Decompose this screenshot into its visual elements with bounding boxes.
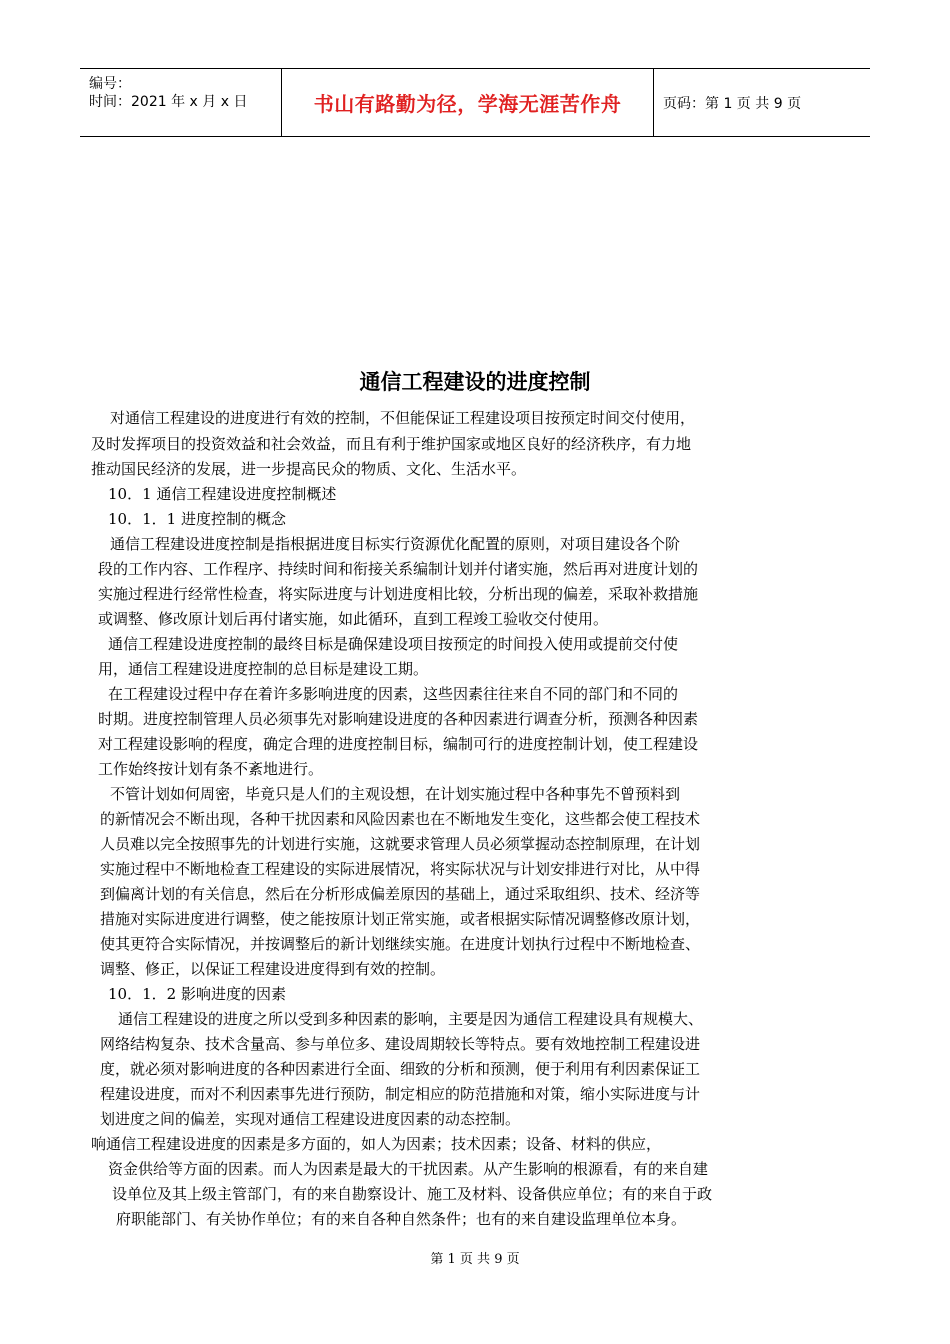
page-footer: 第 1 页 共 9 页 [430, 1252, 520, 1267]
body-line: 使其更符合实际情况，并按调整后的新计划继续实施。在进度计划执行过程中不断地检查、 [100, 935, 701, 953]
body-line: 调整、修正，以保证工程建设进度得到有效的控制。 [100, 960, 446, 978]
body-line: 通信工程建设进度控制的最终目标是确保建设项目按预定的时间投入使用或提前交付使 [108, 635, 679, 653]
header-motto-cell [282, 69, 654, 136]
document-number-label: 编号： [89, 76, 131, 92]
body-line: 响通信工程建设进度的因素是多方面的，如人为因素；技术因素；设备、材料的供应， [91, 1135, 662, 1153]
motto-text: 书山有路勤为径，学海无涯苦作舟 [313, 92, 622, 116]
body-line: 度，就必须对影响进度的各种因素进行全面、细致的分析和预测，便于利用有利因素保证工 [100, 1060, 701, 1078]
body-line: 段的工作内容、工作程序、持续时间和衔接关系编制计划并付诸实施，然后再对进度计划的 [98, 560, 699, 578]
document-time-label: 时间：2021 年 x 月 x 日 [89, 94, 248, 110]
body-line: 通信工程建设的进度之所以受到多种因素的影响，主要是因为通信工程建设具有规模大、 [118, 1010, 704, 1028]
body-line: 及时发挥项目的投资效益和社会效益，而且有利于维护国家或地区良好的经济秩序，有力地 [91, 435, 692, 453]
body-line: 措施对实际进度进行调整，使之能按原计划正常实施，或者根据实际情况调整修改原计划， [100, 910, 701, 928]
body-line: 程建设进度，而对不利因素事先进行预防，制定相应的防范措施和对策，缩小实际进度与计 [100, 1085, 701, 1103]
section-heading: 10．1．2 影响进度的因素 [108, 985, 286, 1003]
body-line: 工作始终按计划有条不紊地进行。 [98, 760, 324, 778]
body-line: 府职能部门、有关协作单位；有的来自各种自然条件；也有的来自建设监理单位本身。 [116, 1210, 687, 1228]
body-line: 对通信工程建设的进度进行有效的控制，不但能保证工程建设项目按预定时间交付使用， [110, 409, 696, 427]
body-line: 在工程建设过程中存在着许多影响进度的因素，这些因素往往来自不同的部门和不同的 [108, 685, 679, 703]
page-title: 通信工程建设的进度控制 [359, 370, 591, 394]
page-info: 页码：第 1 页 共 9 页 [663, 95, 802, 112]
body-line: 不管计划如何周密，毕竟只是人们的主观设想，在计划实施过程中各种事先不曾预料到 [110, 785, 681, 803]
section-heading: 10．1 通信工程建设进度控制概述 [108, 485, 337, 503]
body-line: 网络结构复杂、技术含量高、参与单位多、建设周期较长等特点。要有效地控制工程建设进 [100, 1035, 701, 1053]
body-line: 实施过程中不断地检查工程建设的实际进展情况，将实际状况与计划安排进行对比，从中得 [100, 860, 701, 878]
body-line: 人员难以完全按照事先的计划进行实施，这就要求管理人员必须掌握动态控制原理，在计划 [100, 835, 701, 853]
body-line: 对工程建设影响的程度，确定合理的进度控制目标，编制可行的进度控制计划，使工程建设 [98, 735, 699, 753]
body-line: 或调整、修改原计划后再付诸实施，如此循环，直到工程竣工验收交付使用。 [98, 610, 609, 628]
body-line: 时期。进度控制管理人员必须事先对影响建设进度的各种因素进行调查分析，预测各种因素 [98, 710, 699, 728]
body-line: 到偏离计划的有关信息，然后在分析形成偏差原因的基础上，通过采取组织、技术、经济等 [100, 885, 701, 903]
body-line: 推动国民经济的发展，进一步提高民众的物质、文化、生活水平。 [91, 460, 527, 478]
body-line: 的新情况会不断出现，各种干扰因素和风险因素也在不断地发生变化，这些都会使工程技术 [100, 810, 701, 828]
body-line: 设单位及其上级主管部门，有的来自勘察设计、施工及材料、设备供应单位；有的来自于政 [112, 1185, 713, 1203]
header-table [80, 68, 870, 137]
body-line: 通信工程建设进度控制是指根据进度目标实行资源优化配置的原则，对项目建设各个阶 [110, 535, 681, 553]
header-left-cell [80, 69, 282, 136]
body-line: 资金供给等方面的因素。而人为因素是最大的干扰因素。从产生影响的根源看，有的来自建 [108, 1160, 709, 1178]
section-heading: 10．1．1 进度控制的概念 [108, 510, 286, 528]
body-line: 划进度之间的偏差，实现对通信工程建设进度因素的动态控制。 [100, 1110, 521, 1128]
body-line: 用，通信工程建设进度控制的总目标是建设工期。 [98, 660, 429, 678]
header-page-cell [654, 69, 870, 136]
body-line: 实施过程进行经常性检查，将实际进度与计划进度相比较，分析出现的偏差，采取补救措施 [98, 585, 699, 603]
